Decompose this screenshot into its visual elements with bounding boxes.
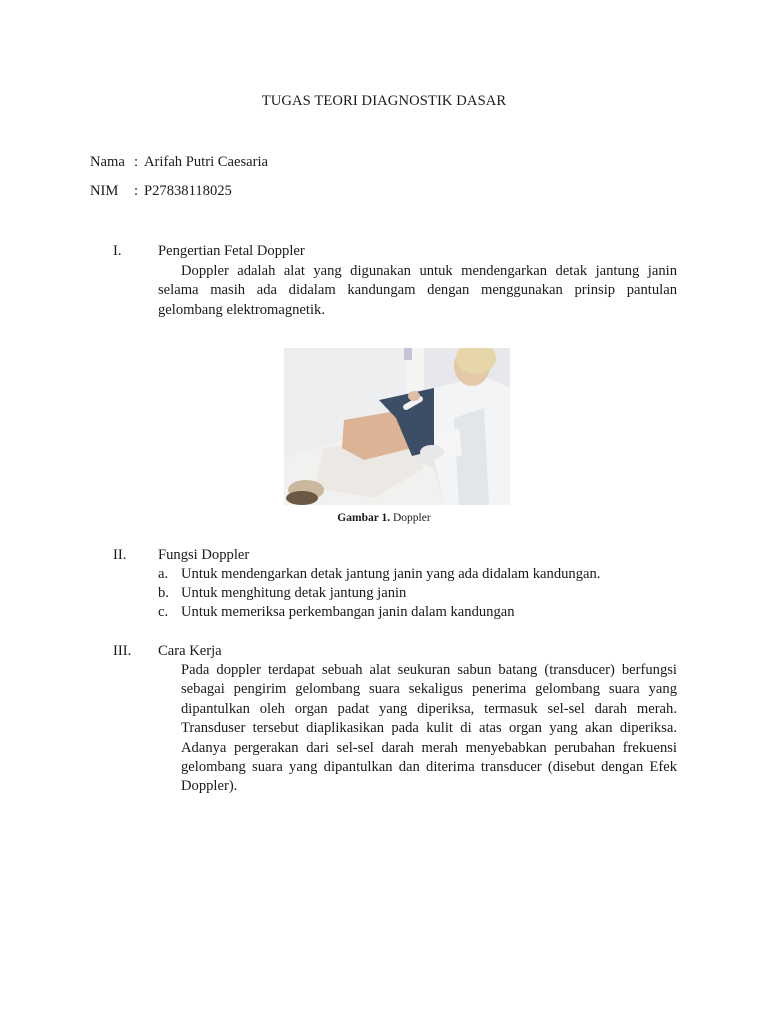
nim-row [90, 183, 232, 200]
nim-separator: : [134, 183, 139, 199]
name-value: Arifah Putri Caesaria [144, 154, 269, 170]
list-item [158, 584, 600, 603]
section-3-heading: Cara Kerja [158, 643, 222, 659]
name-label: Nama [90, 154, 125, 170]
section-3-number: III. [113, 643, 132, 659]
section-2-heading: Fungsi Doppler [158, 547, 250, 563]
nim-value: P27838118025 [144, 183, 232, 199]
list-item [158, 603, 600, 622]
name-separator: : [134, 154, 139, 170]
list-item [158, 565, 600, 584]
list-marker: a. [158, 566, 169, 582]
list-marker: c. [158, 604, 169, 621]
section-1-paragraph [158, 262, 677, 320]
fungsi-list [158, 565, 600, 623]
list-text: Untuk menghitung detak jantung janin [181, 585, 407, 602]
figure-caption-label: Gambar 1. [337, 512, 391, 524]
figure-caption-text: Doppler [393, 512, 431, 524]
list-marker: b. [158, 585, 169, 602]
doppler-photo [284, 348, 510, 505]
section-3-paragraph: Pada doppler terdapat sebuah alat seukuran sabun batang (transducer) berfungsi sebagai pengirim gelombang suara sekaligus penerima gelombang suara yang dipantulkan oleh organ padat yang diperiksa, termasuk sel-sel darah merah. Transduser tersebut diaplikasikan pada kulit di atas organ yang akan diperiksa. Adanya pergerakan dari sel-sel darah merah menyebabkan perubahan frekuensi gelombang suara yang dipantulkan dan diterima transducer (disebut dengan Efek Doppler). [181, 662, 677, 795]
section-1-paragraph-text: Doppler adalah alat yang digunakan untuk mendengarkan detak jantung janin selama masih ada didalam kandungam dengan menggunakan prinsip pantulan gelombang elektromagnetik. [158, 263, 677, 318]
figure-caption [0, 512, 768, 524]
section-1-heading: Pengertian Fetal Doppler [158, 243, 305, 259]
nim-label: NIM [90, 183, 119, 199]
list-text: Untuk memeriksa perkembangan janin dalam kandungan [181, 604, 515, 621]
document-title: TUGAS TEORI DIAGNOSTIK DASAR [261, 93, 507, 109]
list-text: Untuk mendengarkan detak jantung janin yang ada didalam kandungan. [181, 566, 601, 582]
name-row [90, 154, 268, 171]
section-2-number: II. [113, 547, 127, 563]
section-1-number: I. [113, 243, 122, 259]
